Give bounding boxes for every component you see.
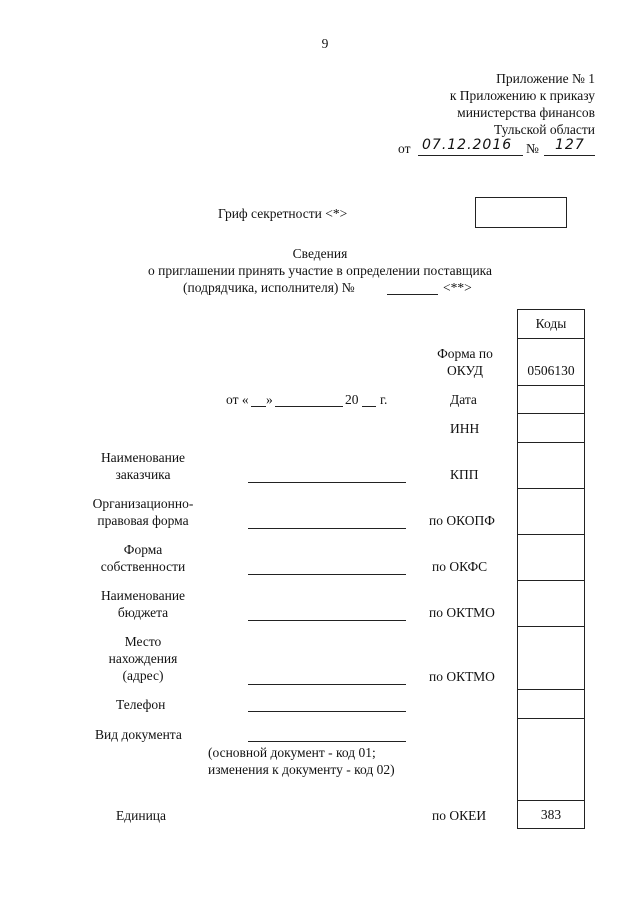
title-line-2: о приглашении принять участие в определении поставщика bbox=[147, 263, 493, 278]
code-oktmo-budget[interactable] bbox=[518, 581, 584, 627]
header-to-appendix: к Приложению к приказу bbox=[449, 88, 595, 103]
date-month-blank[interactable] bbox=[275, 406, 343, 407]
label-oktmo-budget: по ОКТМО bbox=[429, 605, 495, 620]
date-suffix: г. bbox=[380, 392, 388, 407]
label-date: Дата bbox=[450, 392, 477, 407]
field-ownership-blank[interactable] bbox=[248, 574, 406, 575]
field-phone-blank[interactable] bbox=[248, 711, 406, 712]
header-ministry: министерства финансов bbox=[457, 105, 595, 120]
label-kpp: КПП bbox=[450, 467, 479, 482]
field-location-blank[interactable] bbox=[248, 684, 406, 685]
label-oktmo-location: по ОКТМО bbox=[429, 669, 495, 684]
field-budget-label: Наименование бюджета bbox=[100, 588, 186, 620]
code-okud: 0506130 bbox=[518, 339, 584, 386]
label-okfs: по ОКФС bbox=[432, 559, 488, 574]
field-doc-type-note: (основной документ - код 01; изменения к документу - код 02) bbox=[208, 745, 395, 777]
date-year-prefix: 20 bbox=[345, 392, 359, 407]
header-date-prefix: от bbox=[398, 141, 411, 156]
field-doc-type-label: Вид документа bbox=[95, 727, 182, 742]
code-oktmo-location[interactable] bbox=[518, 627, 584, 690]
title-number-blank[interactable] bbox=[387, 294, 438, 295]
code-okfs[interactable] bbox=[518, 535, 584, 581]
secrecy-label: Гриф секретности <*> bbox=[218, 206, 348, 221]
date-day-blank[interactable] bbox=[251, 406, 266, 407]
label-okud: Форма по ОКУД bbox=[437, 346, 493, 378]
label-okei: по ОКЕИ bbox=[432, 808, 487, 823]
field-customer-name-blank[interactable] bbox=[248, 482, 406, 483]
header-number-value: 127 bbox=[555, 137, 585, 153]
date-mid: » bbox=[266, 392, 273, 407]
code-okopf[interactable] bbox=[518, 489, 584, 535]
field-legal-form-label: Организационно-правовая форма bbox=[92, 496, 194, 528]
page-number: 9 bbox=[321, 36, 329, 51]
header-number-prefix: № bbox=[526, 141, 539, 156]
field-legal-form-blank[interactable] bbox=[248, 528, 406, 529]
code-okei: 383 bbox=[518, 801, 584, 829]
code-kpp[interactable] bbox=[518, 443, 584, 489]
code-inn[interactable] bbox=[518, 414, 584, 443]
label-inn: ИНН bbox=[450, 421, 480, 436]
header-region: Тульской области bbox=[494, 122, 595, 137]
field-unit-label: Единица bbox=[116, 808, 167, 823]
date-from: от « bbox=[226, 392, 249, 407]
title-line-3-start: (подрядчика, исполнителя) № bbox=[183, 280, 355, 295]
secrecy-box[interactable] bbox=[475, 197, 567, 228]
codes-column bbox=[517, 309, 585, 829]
date-year-blank[interactable] bbox=[362, 406, 376, 407]
field-phone-label: Телефон bbox=[116, 697, 166, 712]
title-line-1: Сведения bbox=[292, 246, 348, 261]
field-customer-name-label: Наименование заказчика bbox=[100, 450, 186, 482]
header-date-underline bbox=[418, 155, 523, 156]
field-doc-type-blank[interactable] bbox=[248, 741, 406, 742]
header-appendix: Приложение № 1 bbox=[496, 71, 595, 86]
header-number-underline bbox=[544, 155, 595, 156]
field-budget-blank[interactable] bbox=[248, 620, 406, 621]
code-doc-type[interactable] bbox=[518, 719, 584, 801]
codes-header: Коды bbox=[518, 310, 584, 339]
code-phone[interactable] bbox=[518, 690, 584, 719]
field-location-label: Место нахождения (адрес) bbox=[108, 634, 178, 683]
label-okopf: по ОКОПФ bbox=[429, 513, 495, 528]
title-line-3-end: <**> bbox=[443, 280, 472, 295]
header-date-value: 07.12.2016 bbox=[422, 137, 513, 153]
field-ownership-label: Форма собственности bbox=[100, 542, 186, 574]
code-date[interactable] bbox=[518, 386, 584, 414]
